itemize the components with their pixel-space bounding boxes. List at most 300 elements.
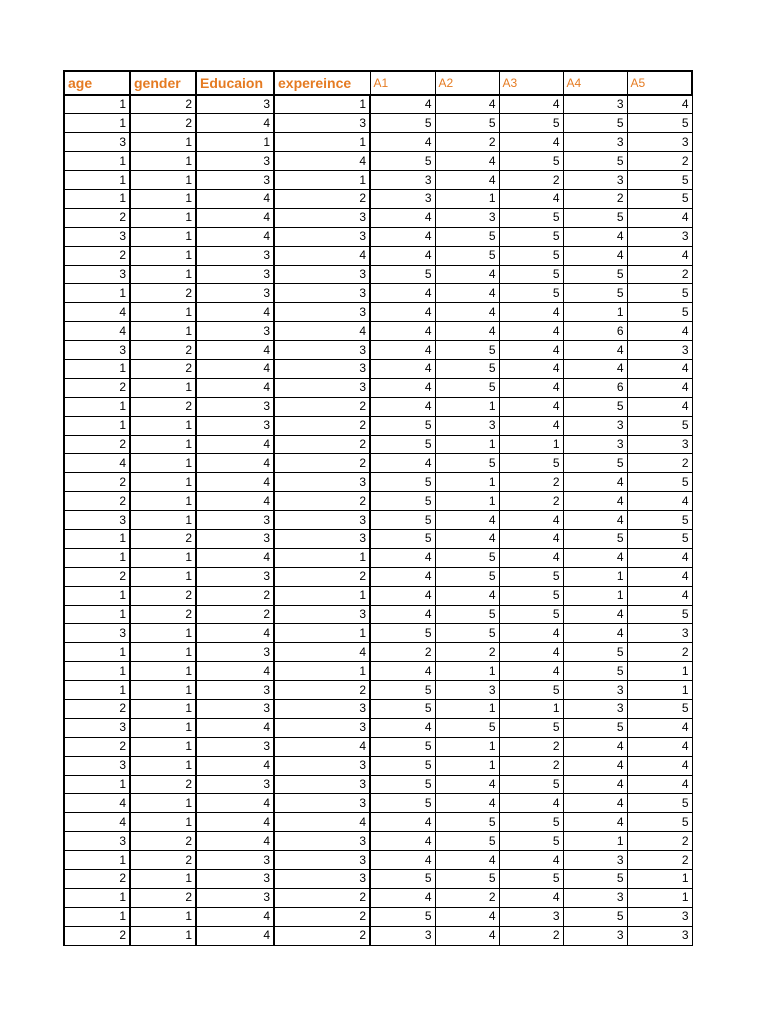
table-cell[interactable]: 3: [274, 265, 370, 284]
table-cell[interactable]: 5: [563, 718, 627, 737]
table-cell[interactable]: 5: [435, 832, 499, 851]
table-cell[interactable]: 4: [196, 548, 274, 567]
table-cell[interactable]: 3: [64, 341, 130, 360]
table-cell[interactable]: 2: [64, 567, 130, 586]
table-cell[interactable]: 5: [627, 303, 692, 322]
table-cell[interactable]: 2: [370, 643, 435, 662]
table-cell[interactable]: 5: [435, 548, 499, 567]
table-cell[interactable]: 4: [435, 926, 499, 945]
table-cell[interactable]: 3: [274, 870, 370, 889]
table-cell[interactable]: 3: [563, 133, 627, 152]
table-cell[interactable]: 5: [563, 284, 627, 303]
table-cell[interactable]: 2: [274, 435, 370, 454]
table-cell[interactable]: 4: [563, 548, 627, 567]
table-cell[interactable]: 4: [370, 246, 435, 265]
table-cell[interactable]: 4: [499, 624, 563, 643]
table-cell[interactable]: 2: [130, 284, 196, 303]
table-cell[interactable]: 1: [64, 114, 130, 133]
table-cell[interactable]: 3: [274, 303, 370, 322]
table-cell[interactable]: 5: [370, 492, 435, 511]
table-cell[interactable]: 3: [64, 265, 130, 284]
table-cell[interactable]: 2: [64, 435, 130, 454]
header-a5[interactable]: A5: [627, 71, 692, 95]
table-cell[interactable]: 4: [627, 586, 692, 605]
table-cell[interactable]: 2: [274, 492, 370, 511]
table-cell[interactable]: 1: [64, 605, 130, 624]
table-cell[interactable]: 2: [627, 832, 692, 851]
table-cell[interactable]: 5: [370, 775, 435, 794]
table-cell[interactable]: 5: [499, 567, 563, 586]
table-cell[interactable]: 5: [627, 416, 692, 435]
table-cell[interactable]: 4: [370, 95, 435, 114]
table-cell[interactable]: 5: [499, 605, 563, 624]
table-cell[interactable]: 1: [64, 95, 130, 114]
table-cell[interactable]: 5: [499, 832, 563, 851]
table-cell[interactable]: 3: [274, 700, 370, 719]
table-cell[interactable]: 4: [563, 473, 627, 492]
table-cell[interactable]: 1: [130, 416, 196, 435]
table-cell[interactable]: 3: [196, 511, 274, 530]
table-cell[interactable]: 4: [196, 926, 274, 945]
table-cell[interactable]: 5: [563, 870, 627, 889]
table-cell[interactable]: 4: [196, 907, 274, 926]
table-cell[interactable]: 3: [274, 341, 370, 360]
table-cell[interactable]: 1: [130, 189, 196, 208]
table-cell[interactable]: 3: [563, 681, 627, 700]
table-cell[interactable]: 4: [627, 775, 692, 794]
header-gender[interactable]: gender: [130, 71, 196, 95]
table-cell[interactable]: 4: [627, 567, 692, 586]
table-cell[interactable]: 1: [130, 322, 196, 341]
table-cell[interactable]: 3: [435, 416, 499, 435]
table-cell[interactable]: 1: [274, 662, 370, 681]
table-cell[interactable]: 4: [563, 511, 627, 530]
table-cell[interactable]: 1: [274, 548, 370, 567]
table-cell[interactable]: 1: [130, 454, 196, 473]
table-cell[interactable]: 2: [64, 700, 130, 719]
table-cell[interactable]: 5: [435, 624, 499, 643]
table-cell[interactable]: 1: [130, 794, 196, 813]
table-cell[interactable]: 1: [64, 681, 130, 700]
table-cell[interactable]: 4: [274, 322, 370, 341]
table-cell[interactable]: 2: [130, 586, 196, 605]
table-cell[interactable]: 4: [196, 454, 274, 473]
table-cell[interactable]: 4: [196, 303, 274, 322]
table-cell[interactable]: 5: [499, 586, 563, 605]
table-cell[interactable]: 5: [627, 189, 692, 208]
table-cell[interactable]: 3: [196, 265, 274, 284]
table-cell[interactable]: 4: [563, 756, 627, 775]
table-cell[interactable]: 4: [499, 303, 563, 322]
table-cell[interactable]: 4: [563, 246, 627, 265]
table-cell[interactable]: 3: [64, 133, 130, 152]
table-cell[interactable]: 1: [64, 284, 130, 303]
table-cell[interactable]: 4: [563, 794, 627, 813]
table-cell[interactable]: 2: [274, 416, 370, 435]
table-cell[interactable]: 4: [435, 794, 499, 813]
table-cell[interactable]: 3: [274, 605, 370, 624]
table-cell[interactable]: 5: [435, 567, 499, 586]
table-cell[interactable]: 5: [627, 114, 692, 133]
table-cell[interactable]: 3: [274, 756, 370, 775]
table-cell[interactable]: 5: [499, 114, 563, 133]
table-cell[interactable]: 4: [196, 359, 274, 378]
table-cell[interactable]: 3: [563, 416, 627, 435]
table-cell[interactable]: 1: [130, 171, 196, 190]
table-cell[interactable]: 3: [196, 529, 274, 548]
table-cell[interactable]: 4: [370, 341, 435, 360]
table-cell[interactable]: 5: [563, 454, 627, 473]
table-cell[interactable]: 5: [627, 605, 692, 624]
table-cell[interactable]: 3: [196, 643, 274, 662]
table-cell[interactable]: 4: [435, 265, 499, 284]
table-cell[interactable]: 4: [370, 303, 435, 322]
table-cell[interactable]: 3: [64, 227, 130, 246]
table-cell[interactable]: 4: [370, 605, 435, 624]
table-cell[interactable]: 4: [370, 718, 435, 737]
table-cell[interactable]: 4: [196, 756, 274, 775]
table-cell[interactable]: 1: [130, 643, 196, 662]
table-cell[interactable]: 2: [274, 926, 370, 945]
table-cell[interactable]: 1: [64, 586, 130, 605]
table-cell[interactable]: 5: [370, 473, 435, 492]
table-cell[interactable]: 1: [64, 152, 130, 171]
table-cell[interactable]: 5: [563, 114, 627, 133]
table-cell[interactable]: 5: [563, 907, 627, 926]
table-cell[interactable]: 4: [499, 189, 563, 208]
table-cell[interactable]: 2: [130, 114, 196, 133]
table-cell[interactable]: 4: [499, 95, 563, 114]
table-cell[interactable]: 1: [64, 189, 130, 208]
table-cell[interactable]: 4: [499, 133, 563, 152]
table-cell[interactable]: 1: [435, 435, 499, 454]
table-cell[interactable]: 1: [627, 662, 692, 681]
table-cell[interactable]: 4: [563, 341, 627, 360]
table-cell[interactable]: 1: [130, 756, 196, 775]
table-cell[interactable]: 3: [64, 832, 130, 851]
table-cell[interactable]: 4: [196, 813, 274, 832]
table-cell[interactable]: 2: [274, 681, 370, 700]
table-cell[interactable]: 2: [64, 737, 130, 756]
table-cell[interactable]: 4: [370, 322, 435, 341]
header-experience[interactable]: expereince: [274, 71, 370, 95]
table-cell[interactable]: 4: [627, 208, 692, 227]
table-cell[interactable]: 3: [64, 718, 130, 737]
table-cell[interactable]: 5: [499, 813, 563, 832]
table-cell[interactable]: 5: [499, 681, 563, 700]
table-cell[interactable]: 4: [499, 341, 563, 360]
table-cell[interactable]: 4: [499, 359, 563, 378]
table-cell[interactable]: 1: [64, 548, 130, 567]
table-cell[interactable]: 4: [64, 303, 130, 322]
table-cell[interactable]: 4: [370, 397, 435, 416]
table-cell[interactable]: 3: [196, 322, 274, 341]
table-cell[interactable]: 5: [435, 870, 499, 889]
table-cell[interactable]: 5: [627, 813, 692, 832]
table-cell[interactable]: 4: [499, 643, 563, 662]
table-cell[interactable]: 1: [64, 851, 130, 870]
table-cell[interactable]: 2: [274, 397, 370, 416]
table-cell[interactable]: 4: [435, 95, 499, 114]
table-cell[interactable]: 4: [499, 378, 563, 397]
table-cell[interactable]: 4: [499, 548, 563, 567]
table-cell[interactable]: 4: [627, 737, 692, 756]
table-cell[interactable]: 3: [196, 284, 274, 303]
table-cell[interactable]: 1: [64, 775, 130, 794]
table-cell[interactable]: 4: [196, 435, 274, 454]
table-cell[interactable]: 3: [627, 926, 692, 945]
table-cell[interactable]: 3: [627, 341, 692, 360]
table-cell[interactable]: 1: [563, 567, 627, 586]
table-cell[interactable]: 2: [130, 397, 196, 416]
table-cell[interactable]: 3: [563, 700, 627, 719]
table-cell[interactable]: 1: [64, 397, 130, 416]
table-cell[interactable]: 3: [627, 227, 692, 246]
table-cell[interactable]: 5: [627, 171, 692, 190]
table-cell[interactable]: 3: [627, 133, 692, 152]
table-cell[interactable]: 5: [435, 378, 499, 397]
table-cell[interactable]: 4: [563, 813, 627, 832]
table-cell[interactable]: 4: [370, 227, 435, 246]
table-cell[interactable]: 5: [627, 511, 692, 530]
table-cell[interactable]: 4: [627, 548, 692, 567]
table-cell[interactable]: 1: [64, 888, 130, 907]
table-cell[interactable]: 3: [370, 171, 435, 190]
table-cell[interactable]: 2: [130, 851, 196, 870]
table-cell[interactable]: 1: [130, 473, 196, 492]
table-cell[interactable]: 4: [563, 624, 627, 643]
table-cell[interactable]: 3: [274, 529, 370, 548]
table-cell[interactable]: 5: [627, 473, 692, 492]
table-cell[interactable]: 1: [130, 303, 196, 322]
table-cell[interactable]: 2: [274, 907, 370, 926]
header-a2[interactable]: A2: [435, 71, 499, 95]
table-cell[interactable]: 3: [563, 926, 627, 945]
table-cell[interactable]: 2: [435, 888, 499, 907]
table-cell[interactable]: 5: [370, 700, 435, 719]
table-cell[interactable]: 1: [563, 832, 627, 851]
table-cell[interactable]: 5: [370, 756, 435, 775]
table-cell[interactable]: 4: [499, 794, 563, 813]
table-cell[interactable]: 4: [370, 454, 435, 473]
table-cell[interactable]: 1: [64, 359, 130, 378]
table-cell[interactable]: 5: [563, 152, 627, 171]
table-cell[interactable]: 1: [130, 813, 196, 832]
table-cell[interactable]: 4: [627, 718, 692, 737]
table-cell[interactable]: 4: [196, 208, 274, 227]
header-a4[interactable]: A4: [563, 71, 627, 95]
table-cell[interactable]: 4: [370, 832, 435, 851]
table-cell[interactable]: 5: [370, 435, 435, 454]
table-cell[interactable]: 3: [196, 246, 274, 265]
table-cell[interactable]: 4: [196, 227, 274, 246]
table-cell[interactable]: 1: [435, 189, 499, 208]
table-cell[interactable]: 3: [274, 227, 370, 246]
table-cell[interactable]: 4: [196, 492, 274, 511]
table-cell[interactable]: 5: [563, 265, 627, 284]
table-cell[interactable]: 4: [499, 662, 563, 681]
table-cell[interactable]: 5: [627, 284, 692, 303]
table-cell[interactable]: 1: [435, 473, 499, 492]
table-cell[interactable]: 4: [370, 133, 435, 152]
table-cell[interactable]: 1: [64, 416, 130, 435]
table-cell[interactable]: 2: [563, 189, 627, 208]
table-cell[interactable]: 1: [130, 511, 196, 530]
table-cell[interactable]: 2: [64, 208, 130, 227]
table-cell[interactable]: 4: [499, 511, 563, 530]
table-cell[interactable]: 5: [499, 246, 563, 265]
table-cell[interactable]: 1: [130, 681, 196, 700]
table-cell[interactable]: 3: [274, 284, 370, 303]
table-cell[interactable]: 3: [274, 851, 370, 870]
table-cell[interactable]: 3: [370, 189, 435, 208]
table-cell[interactable]: 5: [370, 265, 435, 284]
table-cell[interactable]: 4: [435, 907, 499, 926]
table-cell[interactable]: 3: [64, 756, 130, 775]
table-cell[interactable]: 2: [64, 870, 130, 889]
table-cell[interactable]: 1: [130, 378, 196, 397]
table-cell[interactable]: 5: [370, 737, 435, 756]
table-cell[interactable]: 4: [499, 529, 563, 548]
table-cell[interactable]: 5: [435, 227, 499, 246]
table-cell[interactable]: 3: [196, 851, 274, 870]
table-cell[interactable]: 1: [130, 435, 196, 454]
table-cell[interactable]: 4: [196, 624, 274, 643]
table-cell[interactable]: 5: [370, 416, 435, 435]
table-cell[interactable]: 1: [627, 888, 692, 907]
table-cell[interactable]: 2: [196, 586, 274, 605]
table-cell[interactable]: 2: [130, 605, 196, 624]
table-cell[interactable]: 2: [130, 95, 196, 114]
table-cell[interactable]: 1: [130, 265, 196, 284]
table-cell[interactable]: 4: [64, 813, 130, 832]
table-cell[interactable]: 2: [627, 851, 692, 870]
table-cell[interactable]: 6: [563, 378, 627, 397]
table-cell[interactable]: 2: [130, 888, 196, 907]
table-cell[interactable]: 3: [563, 851, 627, 870]
table-cell[interactable]: 4: [627, 359, 692, 378]
table-cell[interactable]: 1: [130, 907, 196, 926]
table-cell[interactable]: 3: [196, 95, 274, 114]
table-cell[interactable]: 2: [130, 341, 196, 360]
table-cell[interactable]: 5: [499, 152, 563, 171]
table-cell[interactable]: 2: [64, 378, 130, 397]
table-cell[interactable]: 3: [274, 832, 370, 851]
table-cell[interactable]: 5: [370, 794, 435, 813]
header-a3[interactable]: A3: [499, 71, 563, 95]
table-cell[interactable]: 2: [274, 888, 370, 907]
table-cell[interactable]: 1: [435, 492, 499, 511]
table-cell[interactable]: 4: [370, 359, 435, 378]
table-cell[interactable]: 1: [435, 662, 499, 681]
table-cell[interactable]: 4: [196, 794, 274, 813]
table-cell[interactable]: 3: [563, 888, 627, 907]
table-cell[interactable]: 2: [627, 152, 692, 171]
table-cell[interactable]: 5: [435, 341, 499, 360]
table-cell[interactable]: 5: [435, 114, 499, 133]
table-cell[interactable]: 2: [64, 473, 130, 492]
table-cell[interactable]: 4: [627, 246, 692, 265]
table-cell[interactable]: 2: [499, 756, 563, 775]
table-cell[interactable]: 4: [64, 454, 130, 473]
table-cell[interactable]: 1: [435, 397, 499, 416]
table-cell[interactable]: 5: [563, 208, 627, 227]
table-cell[interactable]: 5: [499, 265, 563, 284]
table-cell[interactable]: 4: [274, 737, 370, 756]
table-cell[interactable]: 5: [435, 605, 499, 624]
table-cell[interactable]: 3: [274, 378, 370, 397]
table-cell[interactable]: 1: [130, 870, 196, 889]
table-cell[interactable]: 1: [130, 624, 196, 643]
table-cell[interactable]: 4: [627, 397, 692, 416]
table-cell[interactable]: 5: [499, 454, 563, 473]
table-cell[interactable]: 5: [499, 718, 563, 737]
table-cell[interactable]: 3: [370, 926, 435, 945]
table-cell[interactable]: 1: [627, 681, 692, 700]
table-cell[interactable]: 4: [196, 662, 274, 681]
table-cell[interactable]: 2: [64, 492, 130, 511]
table-cell[interactable]: 4: [196, 718, 274, 737]
table-cell[interactable]: 3: [627, 435, 692, 454]
table-cell[interactable]: 4: [435, 529, 499, 548]
table-cell[interactable]: 4: [563, 359, 627, 378]
table-cell[interactable]: 3: [274, 114, 370, 133]
table-cell[interactable]: 1: [130, 227, 196, 246]
table-cell[interactable]: 1: [130, 246, 196, 265]
table-cell[interactable]: 1: [130, 737, 196, 756]
table-cell[interactable]: 4: [563, 775, 627, 794]
table-cell[interactable]: 4: [435, 851, 499, 870]
table-cell[interactable]: 5: [563, 643, 627, 662]
table-cell[interactable]: 1: [274, 624, 370, 643]
table-cell[interactable]: 4: [196, 189, 274, 208]
table-cell[interactable]: 1: [563, 303, 627, 322]
table-cell[interactable]: 1: [435, 756, 499, 775]
table-cell[interactable]: 2: [130, 529, 196, 548]
table-cell[interactable]: 4: [370, 284, 435, 303]
table-cell[interactable]: 5: [499, 284, 563, 303]
table-cell[interactable]: 4: [435, 152, 499, 171]
table-cell[interactable]: 4: [499, 397, 563, 416]
table-cell[interactable]: 4: [64, 794, 130, 813]
table-cell[interactable]: 1: [64, 529, 130, 548]
table-cell[interactable]: 4: [274, 643, 370, 662]
table-cell[interactable]: 5: [370, 870, 435, 889]
table-cell[interactable]: 1: [130, 926, 196, 945]
table-cell[interactable]: 2: [274, 567, 370, 586]
table-cell[interactable]: 5: [370, 624, 435, 643]
table-cell[interactable]: 5: [563, 397, 627, 416]
table-cell[interactable]: 5: [627, 700, 692, 719]
table-cell[interactable]: 2: [130, 832, 196, 851]
table-cell[interactable]: 2: [499, 473, 563, 492]
table-cell[interactable]: 1: [274, 586, 370, 605]
table-cell[interactable]: 4: [370, 548, 435, 567]
table-cell[interactable]: 1: [274, 133, 370, 152]
table-cell[interactable]: 1: [627, 870, 692, 889]
table-cell[interactable]: 3: [435, 208, 499, 227]
table-cell[interactable]: 1: [130, 208, 196, 227]
table-cell[interactable]: 4: [435, 303, 499, 322]
table-cell[interactable]: 3: [196, 171, 274, 190]
table-cell[interactable]: 2: [499, 171, 563, 190]
table-cell[interactable]: 4: [499, 851, 563, 870]
table-cell[interactable]: 2: [130, 359, 196, 378]
header-education[interactable]: Educaion: [196, 71, 274, 95]
table-cell[interactable]: 3: [274, 794, 370, 813]
table-cell[interactable]: 4: [627, 322, 692, 341]
table-cell[interactable]: 1: [499, 435, 563, 454]
